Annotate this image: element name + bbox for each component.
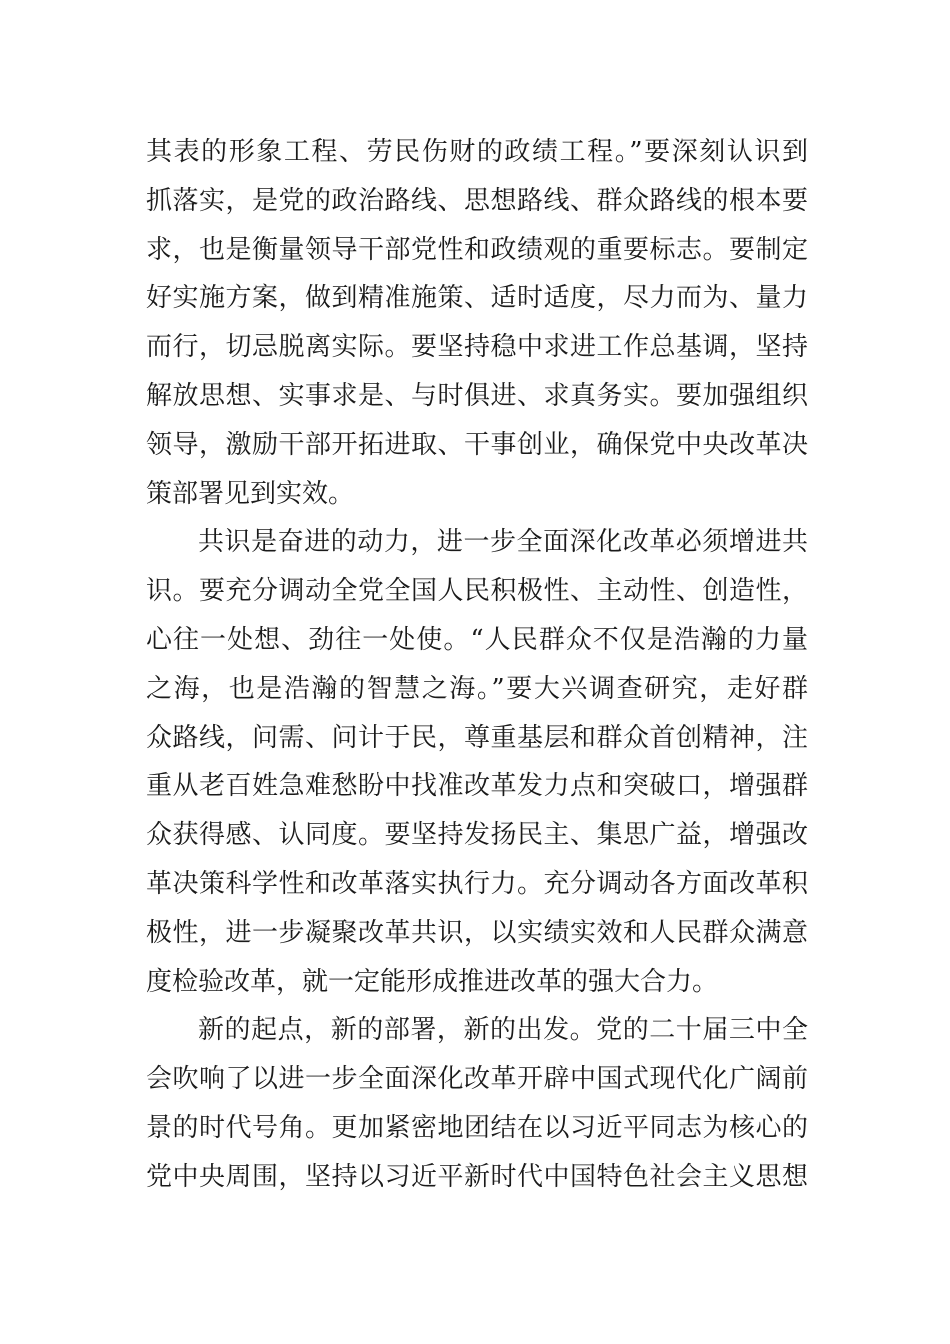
text-line: 众获得感、认同度。要坚持发扬民主、集思广益，增强改 (146, 820, 808, 851)
text-line: 重从老百姓急难愁盼中找准改革发力点和突破口，增强群 (146, 771, 808, 802)
text-line: 求，也是衡量领导干部党性和政绩观的重要标志。要制定 (146, 234, 808, 265)
text-line: 之海，也是浩瀚的智慧之海。”要大兴调查研究，走好群 (146, 673, 808, 704)
text-line: 心往一处想、劲往一处使。“人民群众不仅是浩瀚的力量 (146, 624, 808, 655)
text-line: 新的起点，新的部署，新的出发。党的二十届三中全 (198, 1015, 808, 1046)
text-line: 而行，切忌脱离实际。要坚持稳中求进工作总基调，坚持 (146, 332, 808, 363)
text-line: 识。要充分调动全党全国人民积极性、主动性、创造性， (146, 576, 808, 607)
text-line: 领导，激励干部开拓进取、干事创业，确保党中央改革决 (146, 429, 808, 460)
text-line: 会吹响了以进一步全面深化改革开辟中国式现代化广阔前 (146, 1064, 808, 1095)
text-line: 解放思想、实事求是、与时俱进、求真务实。要加强组织 (146, 380, 808, 411)
body-text (146, 128, 808, 1202)
text-line: 革决策科学性和改革落实执行力。充分调动各方面改革积 (146, 868, 808, 899)
text-line: 策部署见到实效。 (146, 478, 355, 509)
text-line: 极性，进一步凝聚改革共识，以实绩实效和人民群众满意 (146, 917, 808, 948)
text-line: 党中央周围，坚持以习近平新时代中国特色社会主义思想 (146, 1161, 808, 1192)
text-line: 好实施方案，做到精准施策、适时适度，尽力而为、量力 (146, 283, 808, 314)
text-line: 众路线，问需、问计于民，尊重基层和群众首创精神，注 (146, 722, 808, 753)
text-line: 度检验改革，就一定能形成推进改革的强大合力。 (146, 966, 719, 997)
text-line: 其表的形象工程、劳民伤财的政绩工程。”要深刻认识到 (146, 137, 808, 167)
text-line: 抓落实，是党的政治路线、思想路线、群众路线的根本要 (146, 185, 808, 216)
text-line: 景的时代号角。更加紧密地团结在以习近平同志为核心的 (146, 1112, 808, 1143)
text-line: 共识是奋进的动力，进一步全面深化改革必须增进共 (198, 527, 808, 558)
